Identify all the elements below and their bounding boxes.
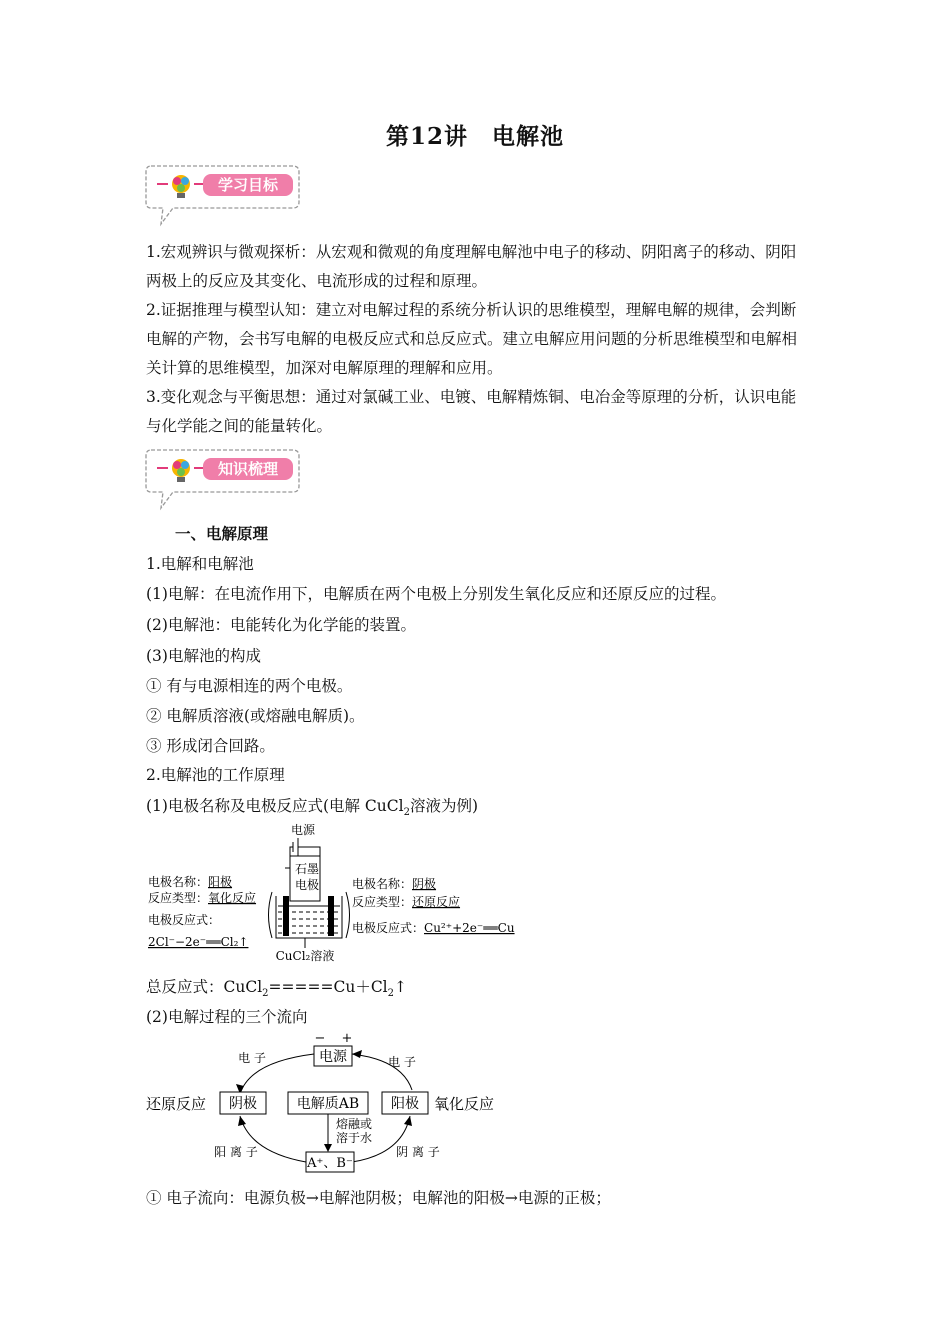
subsection-2: 2.电解池的工作原理	[146, 766, 285, 784]
svg-text:氧化反应: 氧化反应	[434, 1095, 495, 1113]
svg-text:电解质AB: 电解质AB	[296, 1096, 360, 1112]
svg-text:电极: 电极	[294, 878, 320, 892]
definition-electrolysis: (1)电解：在电流作用下，电解质在两个电极上分别发生氧化反应和还原反应的过程。	[146, 585, 726, 603]
composition-item-2: ② 电解质溶液(或熔融电解质)。	[146, 707, 365, 725]
goal-2: 2.证据推理与模型认知：建立对电解过程的系统分析认识的思维模型，理解电解的规律，会判断电解的产物，会书写电解的电极反应式和总反应式。建立电解应用问题的分析思维模型和电解相关计算的思维模型，加深对电解原理的理解和应用。	[146, 301, 798, 377]
composition-item-1: ① 有与电源相连的两个电极。	[146, 677, 353, 695]
svg-text:电 子: 电 子	[388, 1055, 416, 1069]
subsection-1: 1.电解和电解池	[146, 555, 254, 573]
electrolysis-cell-diagram	[140, 820, 520, 965]
svg-text:CuCl₂溶液: CuCl₂溶液	[275, 949, 335, 963]
learning-goals-badge	[143, 162, 303, 228]
total-reaction: 总反应式：$CuCl_2=====Cu+Cl_2↑$	[146, 978, 408, 1000]
svg-text:阳 离 子: 阳 离 子	[214, 1145, 258, 1159]
svg-text:反应类型：还原反应: 反应类型：还原反应	[352, 895, 461, 909]
svg-text:反应类型：氧化反应: 反应类型：氧化反应	[148, 891, 257, 905]
svg-text:电极名称：阳极: 电极名称：阳极	[148, 875, 233, 889]
svg-text:A⁺、B⁻: A⁺、B⁻	[307, 1156, 353, 1171]
svg-text:电 子: 电 子	[238, 1051, 266, 1065]
composition-item-3: ③ 形成闭合回路。	[146, 737, 275, 755]
svg-text:溶于水: 溶于水	[336, 1131, 373, 1145]
svg-text:阴 离 子: 阴 离 子	[396, 1145, 440, 1159]
definition-cell: (2)电解池：电能转化为化学能的装置。	[146, 616, 416, 634]
svg-text:阴极: 阴极	[229, 1096, 257, 1112]
svg-text:知识梳理: 知识梳理	[217, 460, 279, 478]
three-flows-heading: (2)电解过程的三个流向	[146, 1008, 308, 1026]
svg-text:阳极: 阳极	[391, 1096, 419, 1112]
svg-text:电极名称：阴极: 电极名称：阴极	[352, 877, 437, 891]
svg-text:还原反应: 还原反应	[146, 1095, 207, 1113]
svg-text:−: −	[314, 1032, 326, 1046]
svg-text:2Cl⁻−2e⁻══Cl₂↑: 2Cl⁻−2e⁻══Cl₂↑	[148, 935, 249, 949]
svg-text:电极反应式：Cu²⁺+2e⁻══Cu: 电极反应式：Cu²⁺+2e⁻══Cu	[352, 921, 515, 935]
page-title: 第12讲 电解池	[385, 123, 564, 150]
svg-text:电源: 电源	[290, 823, 316, 837]
svg-text:熔融或: 熔融或	[336, 1117, 373, 1131]
electrolysis-flow-diagram	[140, 1032, 510, 1177]
electrode-names-heading: (1)电极名称及电极反应式(电解 CuCl$_2$溶液为例)	[146, 797, 479, 819]
knowledge-review-badge	[143, 446, 303, 512]
svg-text:电极反应式：: 电极反应式：	[148, 913, 221, 927]
goal-3: 3.变化观念与平衡思想：通过对氯碱工业、电镀、电解精炼铜、电冶金等原理的分析，认识电能与化学能之间的能量转化。	[146, 388, 797, 435]
electron-flow-text: ① 电子流向：电源负极→电解池阴极；电解池的阳极→电源的正极；	[146, 1189, 611, 1207]
svg-text:+: +	[341, 1032, 353, 1046]
svg-text:学习目标: 学习目标	[217, 176, 279, 194]
svg-text:电源: 电源	[319, 1049, 347, 1065]
section-heading: 一、电解原理	[175, 524, 269, 543]
svg-text:石墨: 石墨	[294, 862, 320, 876]
goal-1: 1.宏观辨识与微观探析：从宏观和微观的角度理解电解池中电子的移动、阴阳离子的移动、阴阳两极上的反应及其变化、电流形成的过程和原理。	[146, 243, 797, 290]
composition-heading: (3)电解池的构成	[146, 647, 261, 665]
